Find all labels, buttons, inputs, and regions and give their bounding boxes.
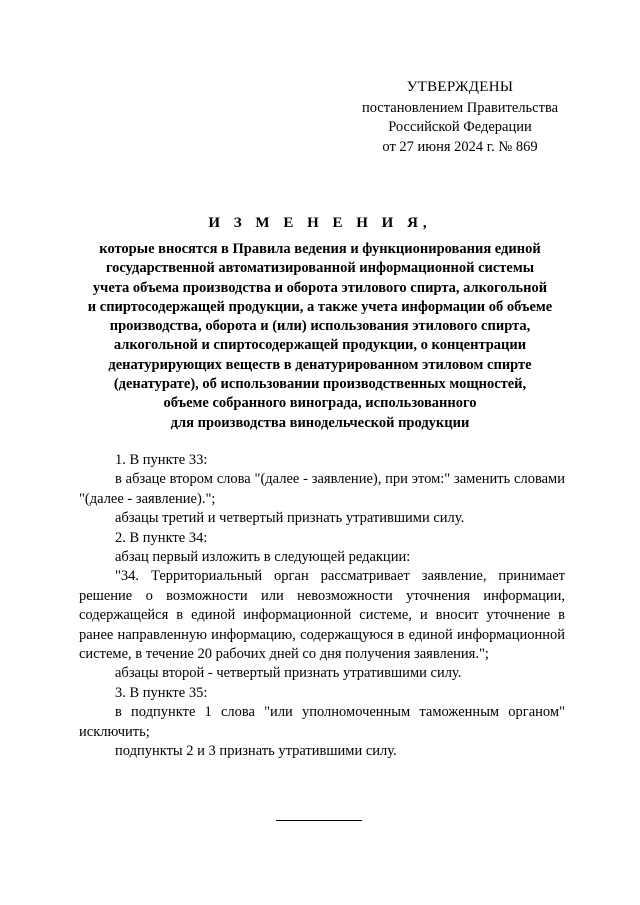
subtitle-line: государственной автоматизированной информационной системы: [105, 260, 535, 277]
approval-title: УТВЕРЖДЕНЫ: [406, 79, 514, 95]
changes-title: И З М Е Н Е Н И Я,: [208, 215, 432, 231]
subtitle-line: производства, оборота и (или) использования этилового спирта,: [109, 318, 531, 335]
paragraph-item-1: 1. В пункте 33:: [115, 452, 208, 468]
subtitle-line: объеме собранного винограда, использованного: [163, 395, 477, 412]
paragraph: абзацы третий и четвертый признать утратившими силу.: [115, 510, 465, 527]
paragraph-item-2: 2. В пункте 34:: [115, 529, 208, 546]
subtitle-line: (денатурате), об использовании производственных мощностей,: [113, 376, 527, 393]
approval-line: Российской Федерации: [388, 119, 532, 135]
paragraph: в абзаце втором слова "(далее - заявление), при этом:" заменить словами "(далее - заявление).";: [79, 471, 565, 507]
closing-divider: [276, 820, 362, 821]
subtitle-line: и спиртосодержащей продукции, а также учета информации об объеме: [87, 298, 553, 315]
subtitle-line: денатурирующих веществ в денатурированном этиловом спирте: [108, 356, 532, 373]
paragraph: в подпункте 1 слова "или уполномоченным таможенным органом" исключить;: [79, 704, 565, 740]
document-heading: [60, 213, 580, 433]
paragraph: абзацы второй - четвертый признать утратившими силу.: [115, 665, 462, 682]
paragraph: подпункты 2 и 3 признать утратившими силу.: [115, 743, 397, 760]
subtitle-line: для производства винодельческой продукции: [170, 414, 470, 431]
paragraph: абзац первый изложить в следующей редакции:: [115, 549, 411, 566]
subtitle-line: которые вносятся в Правила ведения и функционирования единой: [99, 241, 541, 257]
paragraph-quoted-text: "34. Территориальный орган рассматривает заявление, принимает решение о возможности или невозможности уточнения информации, содержащейся в единой информационной системе, и вносит уточнение в ранее направленную информацию, содержащуюся в единой информационной системе, в течение 20 рабочих дней со дня получения заявления.";: [79, 568, 565, 663]
subtitle-line: учета объема производства и оборота этилового спирта, алкогольной: [92, 279, 548, 296]
document-body: [79, 451, 565, 762]
approval-block: [340, 78, 580, 157]
paragraph-item-3: 3. В пункте 35:: [115, 684, 208, 701]
approval-line: постановлением Правительства: [361, 99, 559, 116]
subtitle-line: алкогольной и спиртосодержащей продукции, о концентрации: [113, 337, 527, 354]
approval-date-line: от 27 июня 2024 г. № 869: [382, 138, 538, 155]
